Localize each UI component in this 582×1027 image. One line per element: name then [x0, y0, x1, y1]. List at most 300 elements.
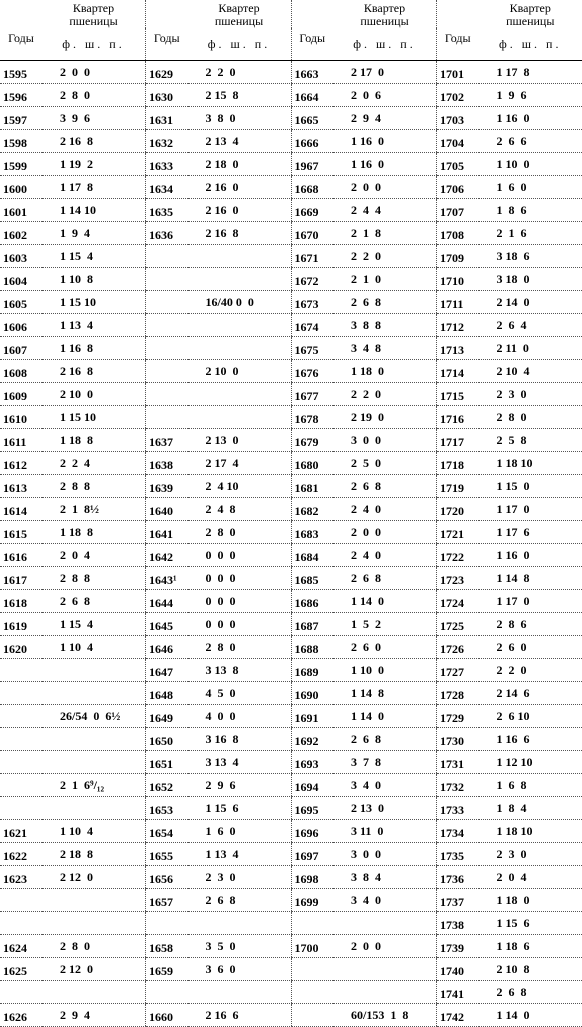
price-value: 1 9 4 — [60, 226, 90, 241]
year-cell: 1720 — [437, 498, 479, 521]
price-cell — [188, 61, 292, 84]
price-value: 1 10 0 — [497, 157, 530, 172]
price-value: 1 13 4 — [60, 318, 93, 333]
price-cell — [479, 84, 582, 107]
price-cell — [333, 981, 437, 1004]
year-cell: 1675 — [291, 337, 333, 360]
price-value: 1 18 8 — [60, 525, 93, 540]
price-cell — [42, 222, 146, 245]
table-row — [0, 981, 582, 1004]
year-cell: 1622 — [0, 843, 42, 866]
quarter-label-2: пшеницы — [42, 15, 145, 28]
price-cell — [42, 958, 146, 981]
year-cell: 1601 — [0, 199, 42, 222]
price-cell — [188, 912, 292, 935]
table-row — [0, 682, 582, 705]
price-value: 2 8 0 — [206, 640, 236, 655]
price-value: 1 16 0 — [351, 157, 384, 172]
price-cell — [333, 636, 437, 659]
year-cell — [291, 912, 333, 935]
price-cell — [42, 843, 146, 866]
table-row — [0, 636, 582, 659]
price-cell — [42, 498, 146, 521]
price-value: 2 10 4 — [497, 364, 530, 379]
units-header: ф. ш. п. — [333, 28, 437, 61]
price-cell — [333, 590, 437, 613]
price-value: 2 13 0 — [351, 801, 384, 816]
year-cell: 1695 — [291, 797, 333, 820]
price-value: 2 13 4 — [206, 134, 239, 149]
price-cell — [333, 199, 437, 222]
year-cell: 1688 — [291, 636, 333, 659]
price-cell — [333, 406, 437, 429]
price-cell — [42, 268, 146, 291]
price-cell — [188, 728, 292, 751]
price-cell — [479, 774, 582, 797]
year-cell: 1711 — [437, 291, 479, 314]
price-value: 2 16 8 — [60, 364, 93, 379]
price-cell — [188, 705, 292, 728]
price-value: 1 17 0 — [497, 594, 530, 609]
year-cell: 1660 — [146, 1004, 188, 1027]
price-value: 2 2 0 — [351, 387, 381, 402]
table-row — [0, 452, 582, 475]
price-cell — [333, 245, 437, 268]
price-value: 1 6 0 — [206, 824, 236, 839]
price-cell — [188, 682, 292, 705]
price-value: 3 0 0 — [351, 433, 381, 448]
price-cell — [188, 774, 292, 797]
year-cell: 1737 — [437, 889, 479, 912]
price-cell — [188, 429, 292, 452]
price-cell — [333, 751, 437, 774]
year-cell: 1733 — [437, 797, 479, 820]
price-value: 1 17 6 — [497, 525, 530, 540]
price-cell — [188, 291, 292, 314]
table-row — [0, 521, 582, 544]
price-cell — [188, 498, 292, 521]
price-cell — [479, 521, 582, 544]
year-cell: 1607 — [0, 337, 42, 360]
price-cell — [188, 544, 292, 567]
years-header: Годы — [437, 0, 479, 61]
price-value: 2 9 4 — [60, 1008, 90, 1023]
price-value: 1 17 0 — [497, 502, 530, 517]
price-cell — [479, 314, 582, 337]
price-cell — [333, 1004, 437, 1027]
price-cell — [188, 521, 292, 544]
year-cell: 1605 — [0, 291, 42, 314]
year-cell: 1673 — [291, 291, 333, 314]
price-cell — [42, 820, 146, 843]
price-cell — [42, 728, 146, 751]
table-row — [0, 590, 582, 613]
price-value: 1 16 6 — [497, 732, 530, 747]
price-value: 2 8 6 — [497, 617, 527, 632]
table-row — [0, 360, 582, 383]
price-value: 2 16 0 — [206, 180, 239, 195]
year-cell: 1671 — [291, 245, 333, 268]
price-value: 2 9 6 — [206, 778, 236, 793]
year-cell: 1674 — [291, 314, 333, 337]
price-value: 2 10 0 — [206, 364, 239, 379]
price-cell — [479, 199, 582, 222]
table-row — [0, 705, 582, 728]
table-row — [0, 84, 582, 107]
price-cell — [479, 498, 582, 521]
table-row — [0, 268, 582, 291]
price-cell — [479, 360, 582, 383]
price-value: 3 13 8 — [206, 663, 239, 678]
price-cell — [188, 130, 292, 153]
year-cell: 1659 — [146, 958, 188, 981]
price-cell — [333, 176, 437, 199]
price-cell — [188, 153, 292, 176]
price-cell — [479, 337, 582, 360]
price-cell — [188, 958, 292, 981]
year-cell: 1642 — [146, 544, 188, 567]
price-cell — [42, 61, 146, 84]
price-value: 2 6 8 — [351, 479, 381, 494]
price-cell — [188, 797, 292, 820]
table-row — [0, 1004, 582, 1027]
price-value: 3 6 0 — [206, 962, 236, 977]
table-row — [0, 567, 582, 590]
price-cell — [333, 728, 437, 751]
year-cell: 1703 — [437, 107, 479, 130]
year-cell: 1740 — [437, 958, 479, 981]
price-cell — [188, 981, 292, 1004]
year-cell: 1694 — [291, 774, 333, 797]
price-value: 2 16 6 — [206, 1008, 239, 1023]
price-cell — [479, 935, 582, 958]
year-cell: 1709 — [437, 245, 479, 268]
price-value: 1 14 8 — [497, 571, 530, 586]
price-value: 1 14 0 — [351, 594, 384, 609]
price-value: 2 8 8 — [60, 571, 90, 586]
price-cell — [479, 820, 582, 843]
year-cell: 1701 — [437, 61, 479, 84]
price-value: 3 8 8 — [351, 318, 381, 333]
price-cell — [188, 475, 292, 498]
year-cell: 1725 — [437, 613, 479, 636]
price-value: 3 11 0 — [351, 824, 383, 839]
year-cell: 1655 — [146, 843, 188, 866]
price-cell — [188, 820, 292, 843]
year-cell — [0, 774, 42, 797]
units-header: ф. ш. п. — [42, 28, 146, 61]
year-cell: 1734 — [437, 820, 479, 843]
price-cell — [333, 935, 437, 958]
year-cell: 1717 — [437, 429, 479, 452]
price-value: 3 7 8 — [351, 755, 381, 770]
year-cell — [0, 728, 42, 751]
year-cell: 1638 — [146, 452, 188, 475]
year-cell: 1710 — [437, 268, 479, 291]
price-value: 2 4 0 — [351, 548, 381, 563]
price-value: 2 6 4 — [497, 318, 527, 333]
price-cell — [42, 774, 146, 797]
price-cell — [479, 797, 582, 820]
price-cell — [188, 1004, 292, 1027]
year-cell: 1656 — [146, 866, 188, 889]
year-cell: 1735 — [437, 843, 479, 866]
price-value: 2 8 0 — [60, 939, 90, 954]
year-cell: 1626 — [0, 1004, 42, 1027]
year-cell: 1700 — [291, 935, 333, 958]
year-cell: 1726 — [437, 636, 479, 659]
price-value: 1 18 10 — [497, 456, 533, 471]
price-cell — [188, 567, 292, 590]
year-cell — [146, 245, 188, 268]
price-value: 2 2 0 — [497, 663, 527, 678]
price-cell — [333, 613, 437, 636]
year-cell: 1730 — [437, 728, 479, 751]
price-value: 0 0 0 — [206, 617, 236, 632]
year-cell — [0, 682, 42, 705]
price-cell — [479, 406, 582, 429]
price-value: 2 0 0 — [351, 939, 381, 954]
year-cell: 1644 — [146, 590, 188, 613]
price-cell — [188, 383, 292, 406]
price-cell — [188, 889, 292, 912]
price-cell — [42, 613, 146, 636]
price-cell — [188, 406, 292, 429]
price-value: 2 14 6 — [497, 686, 530, 701]
price-cell — [42, 981, 146, 1004]
price-cell — [333, 544, 437, 567]
header-row — [0, 0, 582, 28]
price-cell — [188, 360, 292, 383]
price-cell — [479, 912, 582, 935]
year-cell: 1616 — [0, 544, 42, 567]
year-cell — [146, 291, 188, 314]
price-cell — [333, 820, 437, 843]
price-value: 1 18 8 — [60, 433, 93, 448]
year-cell: 1684 — [291, 544, 333, 567]
table-row — [0, 475, 582, 498]
price-value: 1 15 4 — [60, 249, 93, 264]
year-cell: 1610 — [0, 406, 42, 429]
table-row — [0, 498, 582, 521]
price-value: 1 18 6 — [497, 939, 530, 954]
year-cell — [146, 383, 188, 406]
year-cell: 1721 — [437, 521, 479, 544]
table-row — [0, 337, 582, 360]
year-cell: 1727 — [437, 659, 479, 682]
price-value: 1 15 10 — [60, 410, 96, 425]
price-cell — [42, 452, 146, 475]
year-cell: 1680 — [291, 452, 333, 475]
year-cell: 1637 — [146, 429, 188, 452]
year-cell: 1665 — [291, 107, 333, 130]
price-value: 2 0 4 — [497, 870, 527, 885]
price-value: 2 4 0 — [351, 502, 381, 517]
price-value: 3 13 4 — [206, 755, 239, 770]
table-row — [0, 820, 582, 843]
quarter-label-1: Квартер — [364, 1, 405, 15]
year-cell: 1624 — [0, 935, 42, 958]
price-value: 3 18 6 — [497, 249, 530, 264]
year-cell: 1699 — [291, 889, 333, 912]
table-row — [0, 291, 582, 314]
year-cell: 1719 — [437, 475, 479, 498]
price-value: 2 12 0 — [60, 870, 93, 885]
year-cell: 1691 — [291, 705, 333, 728]
price-cell — [333, 130, 437, 153]
price-cell — [42, 912, 146, 935]
table-row — [0, 659, 582, 682]
year-cell: 1632 — [146, 130, 188, 153]
price-cell — [333, 958, 437, 981]
year-cell: 1692 — [291, 728, 333, 751]
price-value: 1 14 0 — [497, 1008, 530, 1023]
price-cell — [333, 153, 437, 176]
units-header: ф. ш. п. — [479, 28, 582, 61]
year-cell: 1689 — [291, 659, 333, 682]
quarter-header — [479, 0, 582, 28]
price-value: 1 14 8 — [351, 686, 384, 701]
price-value: 2 13 0 — [206, 433, 239, 448]
table-row — [0, 912, 582, 935]
price-cell — [479, 153, 582, 176]
price-cell — [479, 429, 582, 452]
year-cell: 1611 — [0, 429, 42, 452]
price-value: 1 16 0 — [497, 548, 530, 563]
table-row — [0, 61, 582, 84]
year-cell: 1742 — [437, 1004, 479, 1027]
price-cell — [42, 797, 146, 820]
year-cell: 1669 — [291, 199, 333, 222]
price-cell — [188, 843, 292, 866]
price-value: 2 0 0 — [351, 525, 381, 540]
price-cell — [479, 222, 582, 245]
price-cell — [188, 452, 292, 475]
price-value: 4 0 0 — [206, 709, 236, 724]
quarter-header — [333, 0, 437, 28]
price-value: 2 18 8 — [60, 847, 93, 862]
units-header: ф. ш. п. — [188, 28, 292, 61]
year-cell: 1606 — [0, 314, 42, 337]
price-cell — [479, 958, 582, 981]
price-value: 1 16 0 — [351, 134, 384, 149]
price-value: 3 16 8 — [206, 732, 239, 747]
year-cell: 1623 — [0, 866, 42, 889]
price-value: 2 0 0 — [351, 180, 381, 195]
year-cell: 1646 — [146, 636, 188, 659]
price-cell — [333, 337, 437, 360]
price-cell — [333, 84, 437, 107]
price-cell — [333, 866, 437, 889]
price-value: 3 4 0 — [351, 778, 381, 793]
year-cell — [146, 337, 188, 360]
price-value: 1 6 0 — [497, 180, 527, 195]
price-value: 1 15 10 — [60, 295, 96, 310]
year-cell: 1630 — [146, 84, 188, 107]
price-value: 1 17 8 — [497, 65, 530, 80]
year-cell: 1614 — [0, 498, 42, 521]
price-value: 2 1 8 — [351, 226, 381, 241]
year-cell: 1598 — [0, 130, 42, 153]
year-cell: 1705 — [437, 153, 479, 176]
price-value: 2 6 8 — [351, 295, 381, 310]
price-value: 3 4 0 — [351, 893, 381, 908]
price-cell — [42, 199, 146, 222]
quarter-header — [42, 0, 146, 28]
year-cell: 1615 — [0, 521, 42, 544]
year-cell: 1685 — [291, 567, 333, 590]
year-cell: 1670 — [291, 222, 333, 245]
year-cell: 1741 — [437, 981, 479, 1004]
price-cell — [479, 475, 582, 498]
price-cell — [42, 682, 146, 705]
price-cell — [42, 383, 146, 406]
price-cell — [479, 1004, 582, 1027]
price-value: 1 12 10 — [497, 755, 533, 770]
price-cell — [479, 291, 582, 314]
year-cell: 1657 — [146, 889, 188, 912]
quarter-label-2: пшеницы — [188, 15, 291, 28]
price-cell — [333, 291, 437, 314]
price-cell — [188, 337, 292, 360]
price-value: 2 15 8 — [206, 88, 239, 103]
price-cell — [333, 268, 437, 291]
price-value: 3 4 8 — [351, 341, 381, 356]
year-cell: 1736 — [437, 866, 479, 889]
price-value: 2 6 8 — [60, 594, 90, 609]
price-value: 2 8 0 — [60, 88, 90, 103]
price-cell — [479, 751, 582, 774]
price-cell — [42, 360, 146, 383]
year-cell: 1633 — [146, 153, 188, 176]
price-cell — [479, 889, 582, 912]
price-value: 1 18 10 — [497, 824, 533, 839]
quarter-label-2: пшеницы — [333, 15, 436, 28]
year-cell: 1722 — [437, 544, 479, 567]
year-cell: 1679 — [291, 429, 333, 452]
price-value: 3 8 4 — [351, 870, 381, 885]
price-cell — [479, 705, 582, 728]
year-cell — [291, 981, 333, 1004]
year-cell: 1712 — [437, 314, 479, 337]
price-cell — [333, 314, 437, 337]
table-row — [0, 245, 582, 268]
year-cell: 1599 — [0, 153, 42, 176]
year-cell: 1718 — [437, 452, 479, 475]
year-cell — [146, 314, 188, 337]
price-cell — [333, 521, 437, 544]
price-value: 2 3 0 — [497, 387, 527, 402]
years-header: Годы — [146, 0, 188, 61]
price-value: 2 1 8½ — [60, 502, 99, 517]
price-cell — [188, 245, 292, 268]
price-cell — [333, 61, 437, 84]
price-cell — [479, 268, 582, 291]
price-value: 1 14 0 — [351, 709, 384, 724]
year-cell — [146, 268, 188, 291]
table-row — [0, 222, 582, 245]
price-cell — [42, 245, 146, 268]
year-cell: 1649 — [146, 705, 188, 728]
price-value: 0 0 0 — [206, 548, 236, 563]
table-row — [0, 314, 582, 337]
price-value: 2 19 0 — [351, 410, 384, 425]
price-cell — [188, 176, 292, 199]
year-cell: 1654 — [146, 820, 188, 843]
price-value: 2 9 4 — [351, 111, 381, 126]
price-value: 2 3 0 — [497, 847, 527, 862]
year-cell: 1653 — [146, 797, 188, 820]
